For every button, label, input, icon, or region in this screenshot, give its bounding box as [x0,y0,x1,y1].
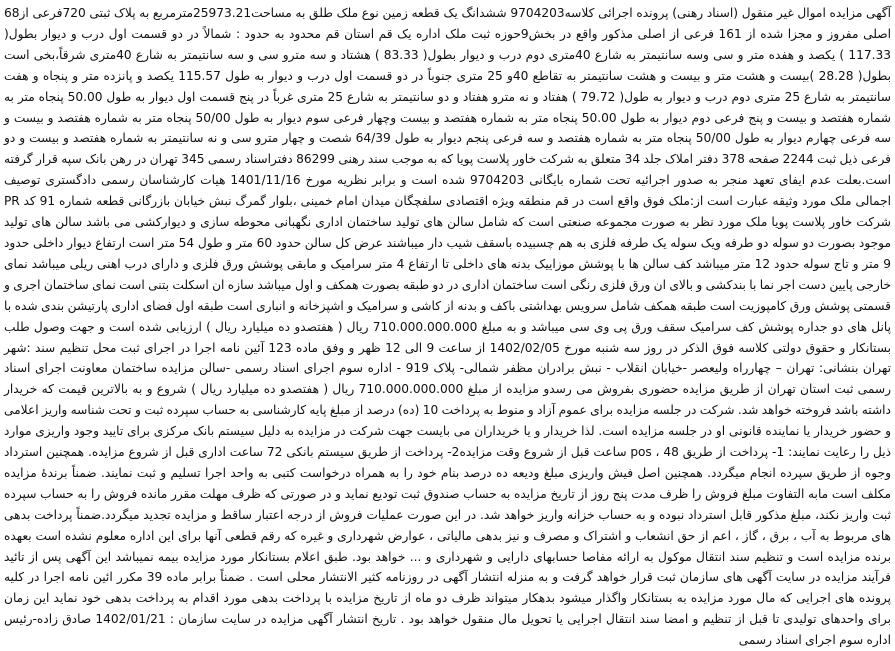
auction-notice-text: آگهی مزایده اموال غیر منقول (اسناد رهنی) پرونده اجرائی کلاسه9704203 ششدانگ یک قطعه زمین نوع ملک طلق به مساحت25973.21مترمربع به پلاک ثبتی 720فرعی از68 اصلی مفروز و مجزا شده از 161 فرعی از اصلی مذکور واقع در بخش9حوزه ثبت ملک اداره یک قم استان قم محدود به حدود : شمالاً در دو قسمت اول درب و دیوار بطول( 117.33 ) یکصد و هفده متر و سی وسه سانتیمتر به شارع 40متری دوم درب و دیوار بطول( 83.33 ) هشتاد و سه مترو سی و سه سانتیمتر به شارع 40متری شرقاً،بخی است بطول( 28.28 )بیست و هشت متر و بیست و هشت سانتیمتر به تقاطع 40و 25 متری جنوباً در دو قسمت اول درب و دیوار به طول 115.57 یکصد و پانزده متر و پنجاه و هفت سانتیمتر به شارع 25 متری دوم درب و دیوار به طول( 79.72 ) هفتاد و نه مترو هفتاد و دو سانتیمتر به شارع 25 متری غرباً در پنج قسمت اول دیوار به طول 50.00 پنجاه متر به شماره هفتصد و بیست و پنج فرعی دوم دیوار به طول 50.00 پنجاه متر به شماره هفتصد و بیست وچهار فرعی سوم دیوار به طول 50/00 پنجاه متر به شماره هفتصد و بیست و سه فرعی چهارم دیوار به طول 50/00 پنجاه متر به شماره هفتصد و سه فرعی پنجم دیوار به طول 64/39 شصت و چهار مترو سی و نه سانتیمتر به شماره هفتصد و بیست و دو فرعی ذیل ثبت 2244 صفحه 378 دفتر املاک جلد 34 متعلق به شرکت خاور پلاست پویا که به موجب سند رهنی 86299 دفتراسناد رسمی 345 تهران در رهن بانک سپه قرار گرفته است.بعلت عدم ایفای تعهد منجر به صدور اجرائیه تحت شماره بایگانی 9704203 شده است و برابر نظریه مورخ 1401/11/16 هیات کارشناسان رسمی دادگستری توصیف اجمالی ملک مورد وثیقه عبارت است از:ملک فوق واقع است در قم منطقه ویژه اقتصادی سلفچگان میدان امام خمینی ،بلوار گمرگ نبش خیابان بازرگانی قطعه شماره 91 کد PR شرکت خاور پلاست پویا ملک مورد نظر به صورت مجموعه صنعتی است که شامل سالن های تولید ساختمان اداری نگهبانی محوطه سازی و دیوارکشی می باشد سالن های تولید موجود بصورت دو سوله دو طرفه ویک سوله یک طرفه فلزی به هم چسبیده باسقف شیب دار میباشند عرض کل سالن حدود 60 متر و طول 54 متر است ارتفاع دیوار داخلی حدود 9 متر و تاج سوله حدود 12 متر میباشد کف سالن ها با پوشش موزاییک بدنه های داخلی تا ارتفاع 4 متر سرامیک و مابقی پوشش ورق فلزی و دارای درب اهنی ریلی میباشد نمای خارجی پایین دست اجر نما با بندکشی و بالای ان ورق فلزی رنگی است ساختمان اداری در دو طبقه بصورت همکف و اول میباشد سازه ان اسکلت بتنی است نمای ساختمان اجری و قسمتی پوشش ورق کامپوزیت است طبقه همکف شامل سرویس بهداشتی باکف و بدنه از کاشی و سرامیک و اشپزخانه و انباری است طبقه اول فضای اداری پارتیشن بندی شده با پانل های دو جداره پوشش کف سرامیک سقف ورق پی وی سی میباشد و به مبلغ 710.000.000.000 ریال ( هفتصدو ده میلیارد ریال ) ارزیابی شده است و جهت وصول طلب بستانکار و حقوق دولتی کلاسه فوق الذکر در روز سه شنبه مورخ 1402/02/05 از ساعت 9 الی 12 ظهر و وفق ماده 123 آئین نامه اجرا در اجرای ثبت محل تنظیم سند :شهر تهران بنشانی: تهران – چهارراه ولیعصر -خیابان انقلاب - نبش برادران مظفر شمالی- پلاک 919 - اداره سوم اجرای اسناد رسمی -سالن مزایده ساختمان معاونت اجرای اسناد رسمی ثبت استان تهران از طریق مزایده حضوری بفروش می رسدو مزایده از مبلغ 710.000.000.000 ریال ( هفتصدو ده میلیارد ریال ) شروع و به بالاترین قیمت که خریدار داشته باشد فروخته خواهد شد. شرکت در جلسه مزایده برای عموم آزاد و منوط به پرداخت 10 (ده) درصد از مبلغ پایه کارشناسی به حساب سپرده ثبت و تحت شناسه واریز اعلامی و حضور خریدار یا نماینده قانونی او در جلسه مزایده است. لذا خریدار و یا خریداران می بایست جهت شرکت در مزایده به دلیل سیستم بانک مرکزی برای تایید وجود واریزی موارد ذیل را رعایت نمایند: 1- پرداخت از طریق 48 ، pos ساعت قبل از شروع وقت مزایده2- پرداخت از طریق سیستم بانکی 72 ساعت اداری قبل از شروع مزایده. همچنین استرداد وجوه از طریق سپرده انجام میگردد. همچنین اصل فیش واریزی مبلغ ودیعه ده درصد بنام خود را به همراه درخواست کتبی به واحد اجرا تسلیم و ثبت نمایند. ضمناً برندهٔ مزایده مکلف است مابه التفاوت مبلغ فروش را ظرف مدت پنج روز از تاریخ مزایده به حساب صندوق ثبت تودیع نماید و در صورتی که ظرف مهلت مقرر مانده فروش را به حساب سپرده ثبت واریز نکند، مبلغ مذکور قابل استرداد نبوده و به حساب خزانه واریز خواهد شد. در این صورت عملیات فروش از درجه اعتبار ساقط و مزایده تجدید میگردد.ضمناً پرداخت بدهی های مربوط به آب ، برق ، گاز ، اعم از حق انشعاب و اشتراک و مصرف و نیز بدهی مالیاتی ، عوارض شهرداری و غیره که رقم قطعی آنها برای این اداره معلوم نشده است بعهده برنده مزایده است و تنظیم سند انتقال موکول به ارائه مفاصا حسابهای دارایی و شهرداری و ... خواهد بود. طبق اعلام بستانکار مورد مزایده بیمه نمیباشد این آگهی پس از تائید فرآیند مزایده در سایت آگهی های سازمان ثبت قرار خواهد گرفت و به منزله انتشار آگهی در روزنامه کثیر الانتشار محلی است . ضمناً برابر ماده 39 مکرر ائین نامه اجرا در کلیه پرونده های اجرایی که مال مورد مزایده به بستانکار واگذار میشود بدهکار میتواند ظرف دو ماه از تاریخ مزایده با پرداخت بدهی مورد اقدام به پرداخت بدهی خود نماید این زمان برای واحدهای تولیدی تا قبل از تنظیم و امضا سند انتقال اجرایی یا تحویل مال منقول خواهد بود . تاریخ انتشار آگهی مزایده در سایت سازمان : 1402/01/21 صادق زاده-رئیس اداره سوم اجرای اسناد رسمی [3,6,892,648]
